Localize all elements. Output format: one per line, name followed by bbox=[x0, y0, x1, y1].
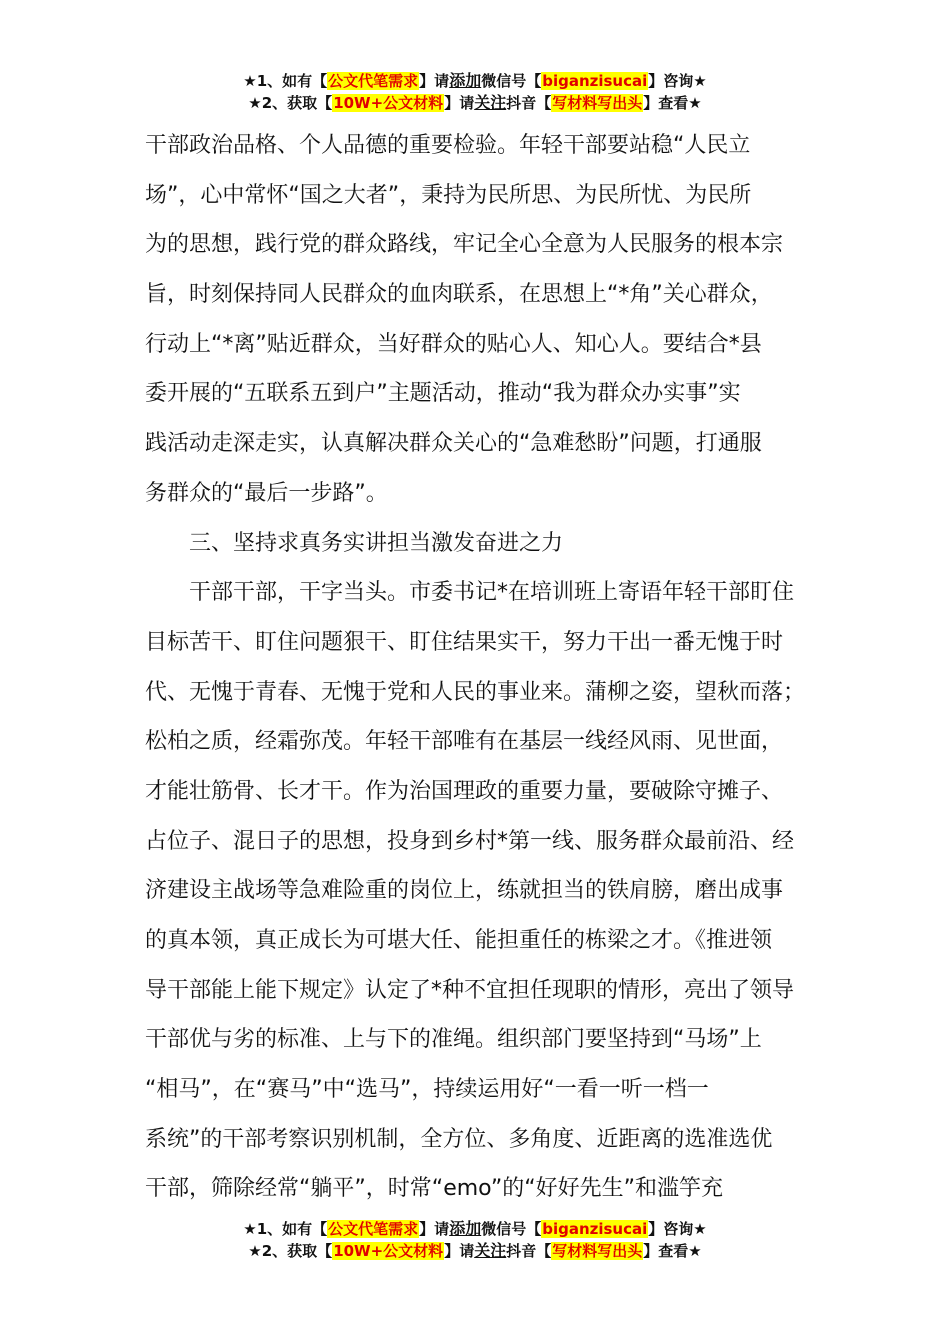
banner-line-1: ★1、如有【公文代笔需求】请添加微信号【biganzisucai】咨询★ bbox=[243, 71, 707, 90]
body-line: 务群众的“最后一步路”。 bbox=[145, 480, 388, 506]
document-body bbox=[145, 121, 835, 1214]
body-line: 场”，心中常怀“国之大者”，秉持为民所思、为民所忧、为民所 bbox=[145, 182, 752, 208]
underlined-text: 添加 bbox=[449, 71, 482, 90]
body-line: 才能壮筋骨、长才干。作为治国理政的重要力量，要破除守摊子、 bbox=[145, 778, 784, 804]
highlight-service: 公文代笔需求 bbox=[328, 72, 419, 90]
highlight-douyin-account: 写材料写出头 bbox=[552, 1242, 643, 1260]
star-icon: ★ bbox=[243, 1220, 257, 1238]
body-line: 干部，筛除经常“躺平”，时常“emo”的“好好先生”和滥竽充 bbox=[145, 1176, 724, 1202]
footer-banner bbox=[0, 1218, 950, 1262]
banner-line-2: ★2、获取【10W+公文材料】请关注抖音【写材料写出头】查看★ bbox=[248, 1241, 702, 1260]
star-icon: ★ bbox=[243, 72, 257, 90]
highlight-douyin-account: 写材料写出头 bbox=[552, 94, 643, 112]
body-line: 占位子、混日子的思想，投身到乡村*第一线、服务群众最前沿、经 bbox=[145, 828, 795, 854]
body-line: 干部干部，干字当头。市委书记*在培训班上寄语年轻干部盯住 bbox=[189, 580, 795, 606]
banner-line-1: ★1、如有【公文代笔需求】请添加微信号【biganzisucai】咨询★ bbox=[243, 1219, 707, 1238]
body-line: 目标苦干、盯住问题狠干、盯住结果实干，努力干出一番无愧于时 bbox=[145, 629, 784, 655]
body-line: 干部优与劣的标准、上与下的准绳。组织部门要坚持到“马场”上 bbox=[145, 1027, 762, 1053]
underlined-text: 关注 bbox=[474, 1241, 507, 1260]
underlined-text: 关注 bbox=[474, 93, 507, 112]
star-icon: ★ bbox=[248, 1242, 262, 1260]
highlight-service: 公文代笔需求 bbox=[328, 1220, 419, 1238]
star-icon: ★ bbox=[248, 94, 262, 112]
body-line: 行动上“*离”贴近群众，当好群众的贴心人、知心人。要结合*县 bbox=[145, 331, 762, 357]
body-line: 为的思想，践行党的群众路线，牢记全心全意为人民服务的根本宗 bbox=[145, 232, 784, 258]
highlight-materials: 10W+公文材料 bbox=[333, 1242, 444, 1260]
highlight-materials: 10W+公文材料 bbox=[333, 94, 444, 112]
body-line: 系统”的干部考察识别机制，全方位、多角度、近距离的选准选优 bbox=[145, 1126, 773, 1152]
body-line: 践活动走深走实，认真解决群众关心的“急难愁盼”问题，打通服 bbox=[145, 431, 762, 457]
header-banner bbox=[0, 70, 950, 114]
body-line: 干部政治品格、个人品德的重要检验。年轻干部要站稳“人民立 bbox=[145, 133, 751, 158]
body-line: 松柏之质，经霜弥茂。年轻干部唯有在基层一线经风雨、见世面， bbox=[145, 729, 784, 755]
body-line: 导干部能上能下规定》认定了*种不宜担任现职的情形，亮出了领导 bbox=[145, 977, 795, 1003]
highlight-wechat-id: biganzisucai bbox=[542, 1220, 648, 1238]
body-line: 的真本领，真正成长为可堪大任、能担重任的栋梁之才。《推进领 bbox=[145, 928, 773, 953]
body-line: 济建设主战场等急难险重的岗位上，练就担当的铁肩膀，磨出成事 bbox=[145, 878, 784, 904]
body-line: 委开展的“五联系五到户”主题活动，推动“我为群众办实事”实 bbox=[145, 381, 741, 407]
body-line: 代、无愧于青春、无愧于党和人民的事业来。蒲柳之姿，望秋而落； bbox=[145, 679, 806, 705]
body-line: “相马”，在“赛马”中“选马”，持续运用好“一看一听一档一 bbox=[145, 1077, 709, 1103]
underlined-text: 添加 bbox=[449, 1219, 482, 1238]
banner-line-2: ★2、获取【10W+公文材料】请关注抖音【写材料写出头】查看★ bbox=[248, 93, 702, 112]
section-heading: 三、坚持求真务实讲担当激发奋进之力 bbox=[189, 530, 564, 556]
body-line: 旨，时刻保持同人民群众的血肉联系，在思想上“*角”关心群众， bbox=[145, 282, 773, 308]
highlight-wechat-id: biganzisucai bbox=[542, 72, 648, 90]
